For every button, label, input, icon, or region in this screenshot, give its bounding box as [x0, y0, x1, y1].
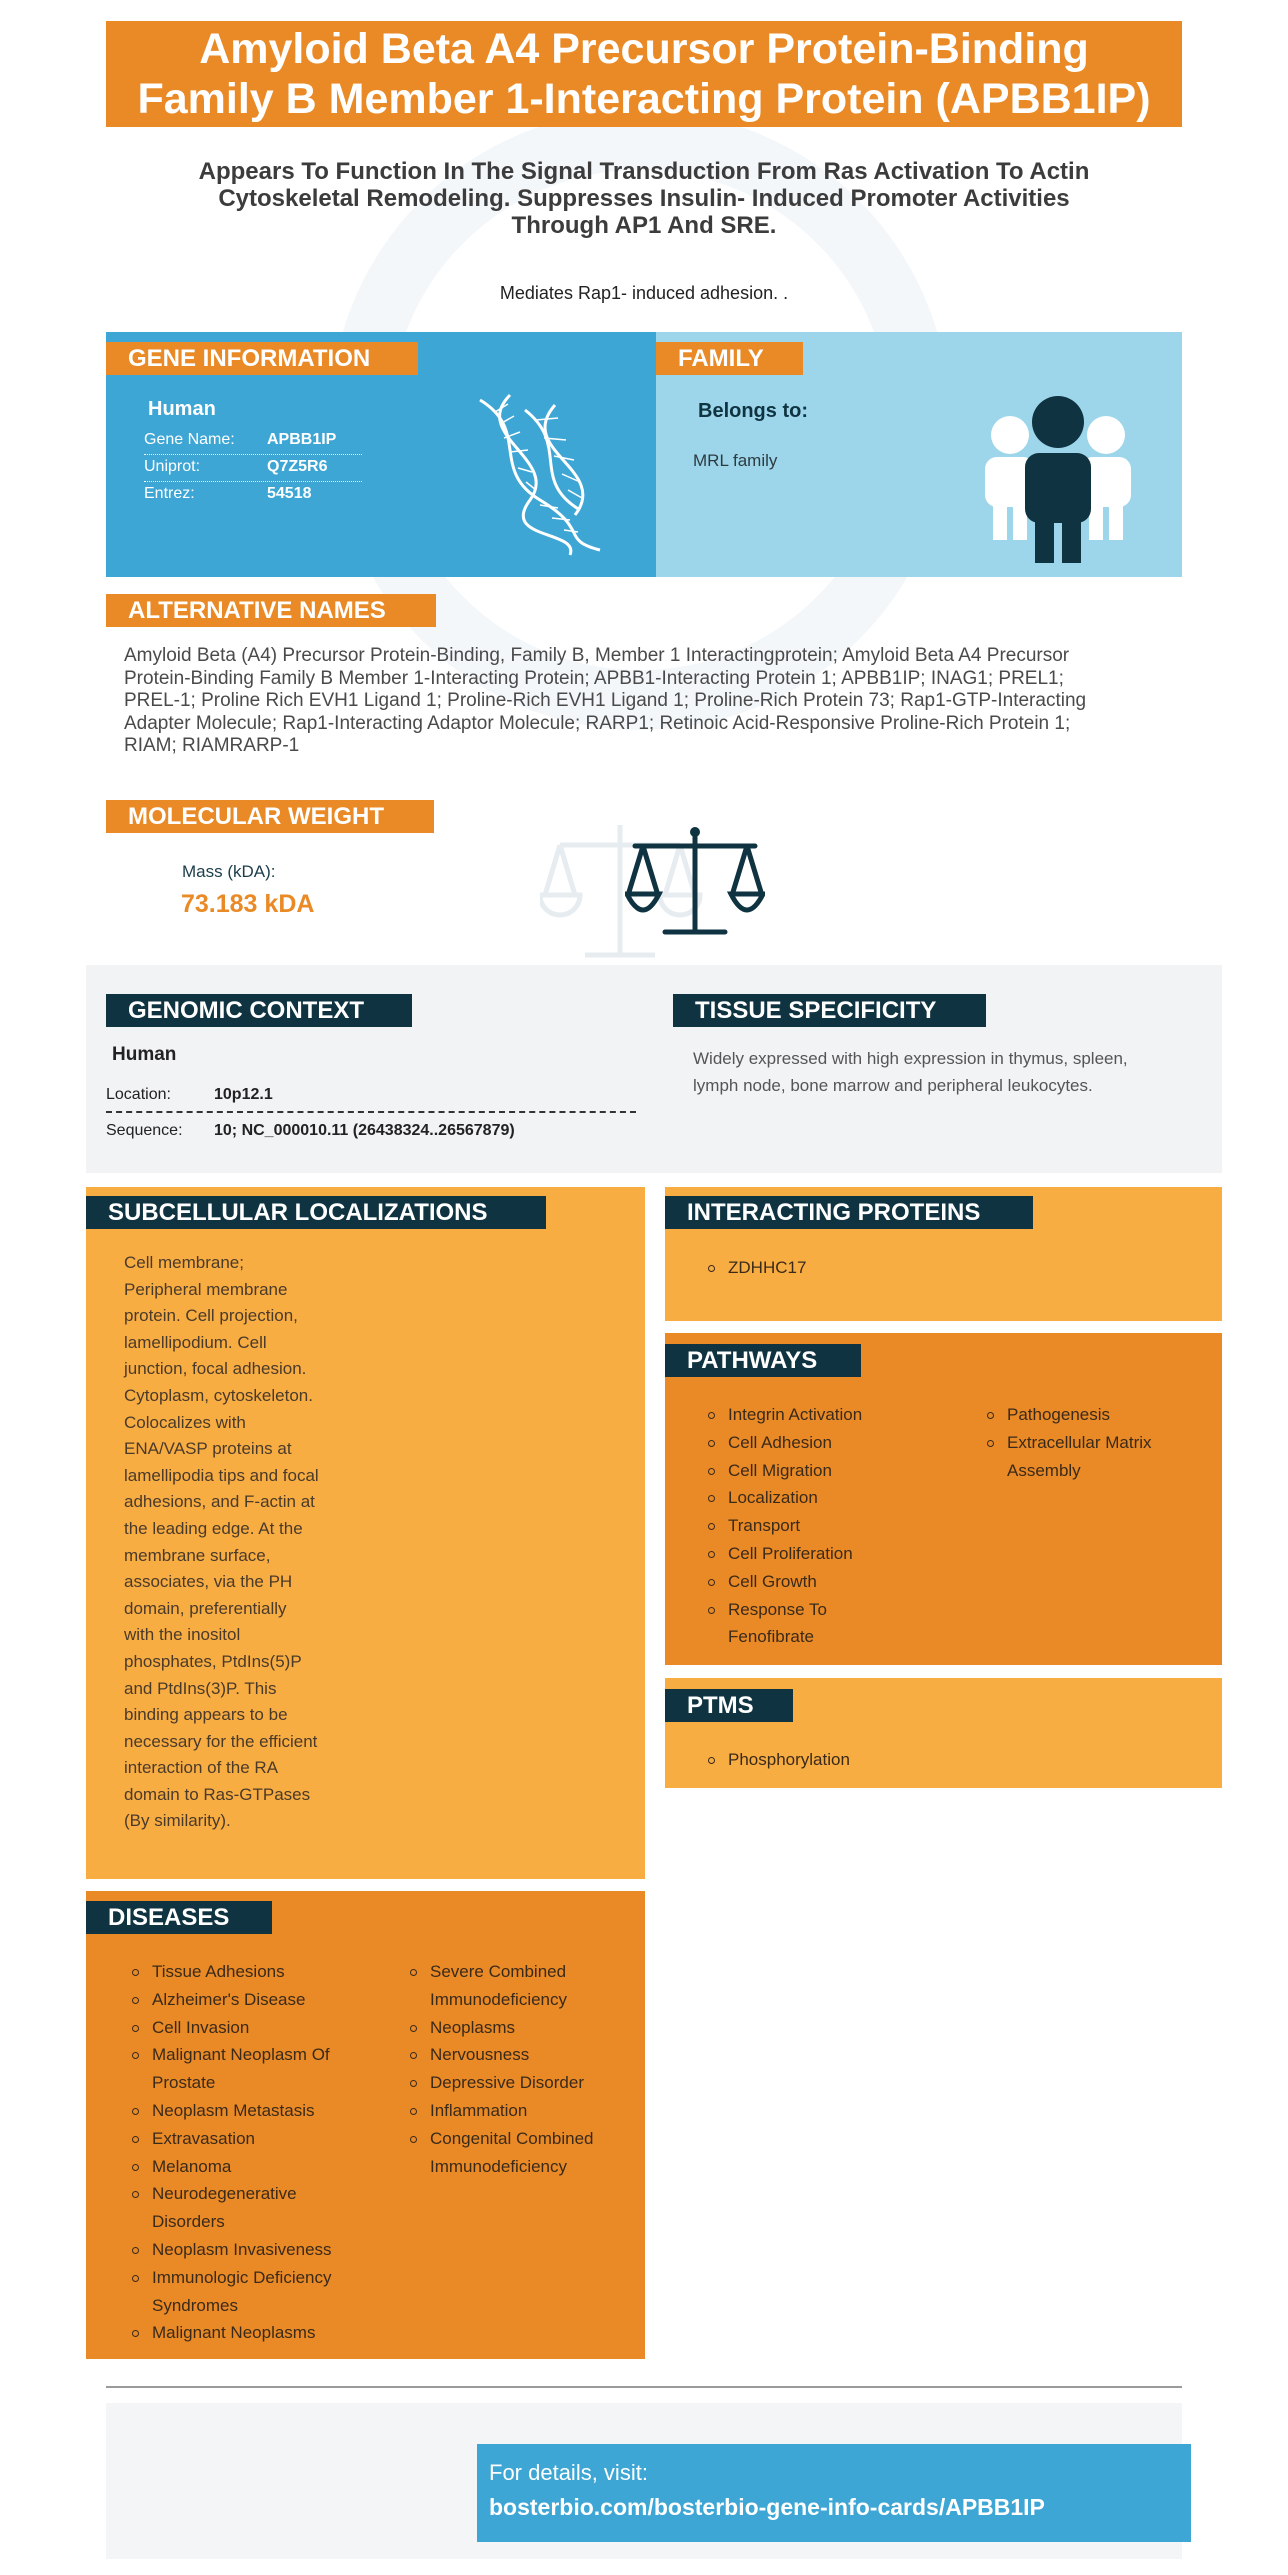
uniprot-key: Uniprot: [144, 458, 201, 475]
entrez-value: 54518 [267, 485, 312, 502]
entrez-row [144, 482, 362, 508]
pathways-list-col2 [985, 1401, 1215, 1484]
gene-species: Human [148, 398, 216, 420]
subcellular-line: binding appears to be [124, 1705, 288, 1725]
alt-names-line: RIAM; RIAMRARP-1 [124, 735, 300, 756]
alternative-names-text [124, 645, 1164, 758]
sequence-value: 10; NC_000010.11 (26438324..26567879) [214, 1122, 515, 1139]
subcellular-line: protein. Cell projection, [124, 1306, 298, 1326]
subcellular-line: lamellipodia tips and focal [124, 1465, 319, 1485]
ptms-label: PTMS [665, 1689, 793, 1722]
subcellular-line: (By similarity). [124, 1811, 231, 1831]
list-item: Neoplasm Invasiveness [130, 2236, 380, 2264]
family-value: MRL family [693, 451, 778, 470]
genomic-context-label: GENOMIC CONTEXT [106, 994, 412, 1027]
belongs-to-label: Belongs to: [698, 400, 808, 422]
list-item: Extravasation [130, 2125, 380, 2153]
list-item: Melanoma [130, 2153, 380, 2181]
pathways-label: PATHWAYS [665, 1344, 861, 1377]
subtitle-line-1: Appears To Function In The Signal Transduction From Ras Activation To Actin [198, 158, 1090, 185]
subcellular-line: Cell membrane; [124, 1253, 244, 1272]
title-line-2: Family B Member 1-Interacting Protein (APBB1IP) [137, 75, 1151, 123]
molecular-weight-label: MOLECULAR WEIGHT [106, 800, 434, 833]
uniprot-row [144, 455, 362, 482]
alt-names-line: Adapter Molecule; Rap1-Interacting Adaptor Molecule; RARP1; Retinoic Acid-Responsive Proline-Rich Protein 1; [124, 712, 1071, 734]
location-row [106, 1077, 636, 1113]
ptms-list [706, 1746, 1006, 1774]
list-item: Phosphorylation [706, 1746, 1006, 1774]
subcellular-line: necessary for the efficient [124, 1731, 318, 1751]
subcellular-line: ENA/VASP proteins at [124, 1439, 292, 1459]
gene-name-row [144, 428, 362, 455]
subcellular-line: lamellipodium. Cell [124, 1332, 267, 1352]
list-item: Neoplasms [408, 2014, 638, 2042]
details-link[interactable]: bosterbio.com/bosterbio-gene-info-cards/APBB1IP [489, 2494, 1045, 2520]
subcellular-line: associates, via the PH [124, 1572, 293, 1592]
entrez-key: Entrez: [144, 485, 195, 502]
subcellular-line: Peripheral membrane [124, 1279, 288, 1299]
subcellular-text [124, 1250, 344, 1835]
scale-icon [625, 822, 765, 942]
subcellular-line: the leading edge. At the [124, 1518, 303, 1538]
list-item: Inflammation [408, 2097, 638, 2125]
subcellular-line: membrane surface, [124, 1545, 271, 1565]
list-item: Congenital Combined Immunodeficiency [408, 2125, 638, 2181]
list-item: Pathogenesis [985, 1401, 1215, 1429]
subcellular-line: phosphates, PtdIns(5)P [124, 1651, 302, 1671]
function-summary [130, 158, 1158, 239]
alternative-names-label: ALTERNATIVE NAMES [106, 594, 436, 627]
subcellular-line: domain to Ras-GTPases [124, 1784, 311, 1804]
list-item: Alzheimer's Disease [130, 1986, 380, 2014]
list-item: Tissue Adhesions [130, 1958, 380, 1986]
diseases-list-col1 [130, 1958, 380, 2347]
pathways-list-col1 [706, 1401, 966, 1651]
list-item: Malignant Neoplasm Of Prostate [130, 2041, 380, 2097]
page-title [106, 21, 1182, 127]
mass-value: 73.183 kDA [181, 890, 315, 918]
details-link-box[interactable] [477, 2444, 1191, 2542]
uniprot-value: Q7Z5R6 [267, 458, 328, 475]
interacting-proteins-label: INTERACTING PROTEINS [665, 1196, 1033, 1229]
alt-names-line: PREL-1; Proline Rich EVH1 Ligand 1; Proline-Rich EVH1 Ligand 1; Proline-Rich Protein 73; Rap1-GTP-Interacting [124, 690, 1087, 711]
list-item: Cell Adhesion [706, 1429, 966, 1457]
list-item: Cell Proliferation [706, 1540, 966, 1568]
location-key: Location: [106, 1086, 171, 1103]
location-value: 10p12.1 [214, 1086, 273, 1103]
alt-names-line: Amyloid Beta (A4) Precursor Protein-Binding, Family B, Member 1 Interactingprotein; Amyloid Beta A4 Precursor [124, 645, 1070, 666]
subcellular-line: adhesions, and F-actin at [124, 1492, 315, 1512]
list-item: Malignant Neoplasms [130, 2319, 380, 2347]
list-item: Integrin Activation [706, 1401, 966, 1429]
gene-information-label: GENE INFORMATION [106, 342, 418, 375]
list-item: Immunologic Deficiency Syndromes [130, 2264, 380, 2320]
diseases-label: DISEASES [86, 1901, 272, 1934]
subcellular-line: with the inositol [124, 1625, 241, 1645]
family-label: FAMILY [656, 342, 803, 375]
alt-names-line: Protein-Binding Family B Member 1-Interacting Protein; APBB1-Interacting Protein 1; APBB1IP; INAG1; PREL1; [124, 667, 1064, 689]
list-item: Transport [706, 1512, 966, 1540]
sequence-row [106, 1113, 636, 1147]
subtitle-line-2: Cytoskeletal Remodeling. Suppresses Insulin- Induced Promoter Activities [218, 185, 1070, 212]
people-group-icon [983, 395, 1133, 565]
subcellular-line: and PtdIns(3)P. This [124, 1678, 277, 1698]
list-item: ZDHHC17 [706, 1254, 1006, 1282]
tissue-line: lymph node, bone marrow and peripheral leukocytes. [693, 1076, 1093, 1095]
subcellular-line: Cytoplasm, cytoskeleton. [124, 1385, 313, 1405]
title-line-1: Amyloid Beta A4 Precursor Protein-Binding [199, 25, 1089, 73]
gene-name-value: APBB1IP [267, 431, 337, 448]
subcellular-line: interaction of the RA [124, 1758, 279, 1778]
dna-icon [470, 390, 620, 560]
subcellular-label: SUBCELLULAR LOCALIZATIONS [86, 1196, 546, 1229]
list-item: Cell Migration [706, 1457, 966, 1485]
list-item: Depressive Disorder [408, 2069, 638, 2097]
list-item: Neoplasm Metastasis [130, 2097, 380, 2125]
details-prompt: For details, visit: [489, 2460, 648, 2485]
footer-divider [106, 2386, 1182, 2388]
list-item: Cell Invasion [130, 2014, 380, 2042]
list-item: Extracellular Matrix Assembly [985, 1429, 1215, 1485]
subcellular-line: Colocalizes with [124, 1412, 246, 1432]
list-item: Nervousness [408, 2041, 638, 2069]
subtitle-line-3: Through AP1 And SRE. [511, 212, 777, 239]
list-item: Cell Growth [706, 1568, 966, 1596]
subcellular-line: junction, focal adhesion. [124, 1359, 307, 1379]
list-item: Response To Fenofibrate [706, 1596, 966, 1652]
subcellular-line: domain, preferentially [124, 1598, 287, 1618]
mediates-text: Mediates Rap1- induced adhesion. . [499, 283, 789, 303]
tissue-line: Widely expressed with high expression in thymus, spleen, [693, 1049, 1128, 1068]
tissue-specificity-text [693, 1045, 1173, 1099]
genomic-species: Human [112, 1044, 177, 1065]
list-item: Neurodegenerative Disorders [130, 2180, 380, 2236]
tissue-specificity-label: TISSUE SPECIFICITY [673, 994, 986, 1027]
list-item: Severe Combined Immunodeficiency [408, 1958, 638, 2014]
gene-name-key: Gene Name: [144, 431, 235, 448]
interacting-proteins-list [706, 1254, 1006, 1282]
diseases-list-col2 [408, 1958, 638, 2180]
list-item: Localization [706, 1484, 966, 1512]
sequence-key: Sequence: [106, 1122, 183, 1139]
mass-label: Mass (kDA): [182, 862, 276, 881]
